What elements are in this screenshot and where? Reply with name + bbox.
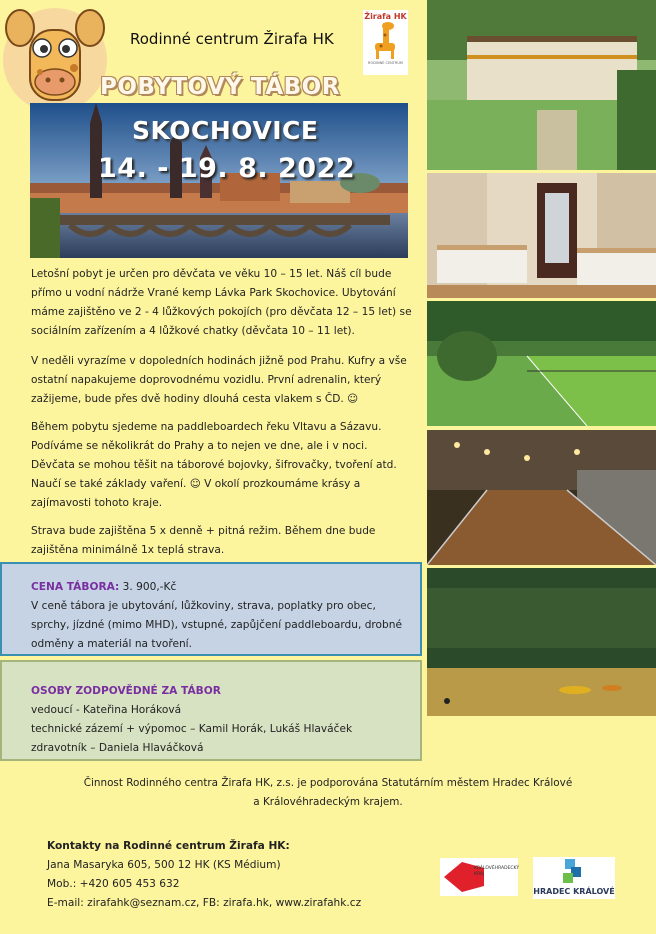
pier-photo — [427, 430, 656, 565]
room-photo — [427, 173, 656, 298]
travel-paragraph — [31, 352, 407, 409]
zirafa-logo-text: Žirafa HK — [364, 12, 407, 21]
region-logo-text: KRÁLOVÉHRADECKÝ KRAJ — [474, 866, 520, 877]
support-line-1: Činnost Rodinného centra Žirafa HK, z.s. je podporována Statutárním městem Hradec Králové — [83, 777, 573, 789]
text-line: odměny a materiál na tvoření. — [31, 638, 192, 650]
contacts-title: Kontakty na Rodinné centrum Žirafa HK: — [47, 840, 290, 852]
river-photo — [427, 568, 656, 716]
text-line: máme zajištěno ve 2 - 4 lůžkových pokojích (pro děvčata 12 – 15 let) se — [31, 306, 412, 318]
text-line: zdravotník – Daniela Hlaváčková — [31, 742, 204, 754]
zirafa-logo — [363, 10, 408, 75]
text-line: přímo u vodní nádrže Vrané kemp Lávka Park Skochovice. Ubytování — [31, 287, 396, 299]
city-logo-icon — [559, 859, 589, 885]
org-name: Rodinné centrum Žirafa HK — [130, 30, 334, 48]
text-line: Strava bude zajištěna 5 x denně + pitná režim. Během dne bude — [31, 525, 376, 537]
text-line: Letošní pobyt je určen pro děvčata ve věku 10 – 15 let. Náš cíl bude — [31, 268, 392, 280]
city-logo — [533, 857, 615, 899]
persons-label: OSOBY ZODPOVĚDNÉ ZA TÁBOR — [31, 685, 221, 697]
price-line — [31, 578, 402, 597]
camp-dates: 14. - 19. 8. 2022 — [98, 153, 356, 184]
text-line: zajištěna minimálně 1x teplá strava. — [31, 544, 225, 556]
text-line: Naučí se také základy vaření. ☺ V okolí prozkoumáme krásy a — [31, 478, 361, 490]
contacts-phone: Mob.: +420 605 453 632 — [47, 878, 180, 890]
support-line-2: a Královéhradeckým krajem. — [253, 796, 403, 808]
zirafa-logo-subtext: RODINNÉ CENTRUM — [368, 61, 403, 65]
tennis-court-photo — [427, 301, 656, 426]
program-paragraph — [31, 418, 397, 513]
city-logo-text: HRADEC KRÁLOVÉ — [533, 887, 615, 896]
text-line: Děvčata se mohou těšit na táborové bojovky, šifrovačky, tvoření atd. — [31, 459, 397, 471]
text-line: technické zázemí + výpomoc – Kamil Horák, Lukáš Hlaváček — [31, 723, 353, 735]
camp-place: SKOCHOVICE — [132, 116, 319, 145]
support-text — [0, 774, 656, 812]
text-line: zažijeme, bude přes dvě hodiny dlouhá cesta vlakem s ČD. ☺ — [31, 393, 359, 405]
intro-paragraph — [31, 265, 412, 341]
text-line: vedoucí - Kateřina Horáková — [31, 704, 182, 716]
price-section — [31, 578, 402, 654]
persons-section — [31, 682, 352, 758]
contacts-email: E-mail: zirafahk@seznam.cz, FB: zirafa.hk, www.zirafahk.cz — [47, 897, 362, 909]
camp-title: POBYTOVÝ TÁBOR — [100, 74, 340, 100]
text-line: sprchy, jízdné (mimo MHD), vstupné, zapůjčení paddleboardu, drobné — [31, 619, 402, 631]
contacts-address: Jana Masaryka 605, 500 12 HK (KS Médium) — [47, 859, 281, 871]
text-line: V neděli vyrazíme v dopoledních hodinách jižně pod Prahu. Kufry a vše — [31, 355, 407, 367]
camp-building-photo — [427, 0, 656, 170]
prague-photo — [30, 103, 408, 258]
text-line: zajímavosti tohoto kraje. — [31, 497, 163, 509]
text-line: ostatní napakujeme doprovodnému vozidlu. První adrenalin, který — [31, 374, 382, 386]
price-label: CENA TÁBORA: — [31, 581, 120, 593]
giraffe-mascot-icon — [0, 0, 125, 120]
text-line: Během pobytu sjedeme na paddleboardech řeku Vltavu a Sázavu. — [31, 421, 382, 433]
region-logo — [440, 858, 518, 896]
price-value: 3. 900,-Kč — [119, 581, 177, 593]
text-line: sociálním zařízením a 4 lůžkové chatky (děvčata 10 – 11 let). — [31, 325, 355, 337]
food-paragraph — [31, 522, 375, 560]
contacts-section — [47, 837, 361, 913]
text-line: Podíváme se několikrát do Prahy a to nejen ve dne, ale i v noci. — [31, 440, 368, 452]
giraffe-logo-icon — [363, 21, 408, 61]
text-line: V ceně tábora je ubytování, lůžkoviny, strava, poplatky pro obec, — [31, 600, 376, 612]
